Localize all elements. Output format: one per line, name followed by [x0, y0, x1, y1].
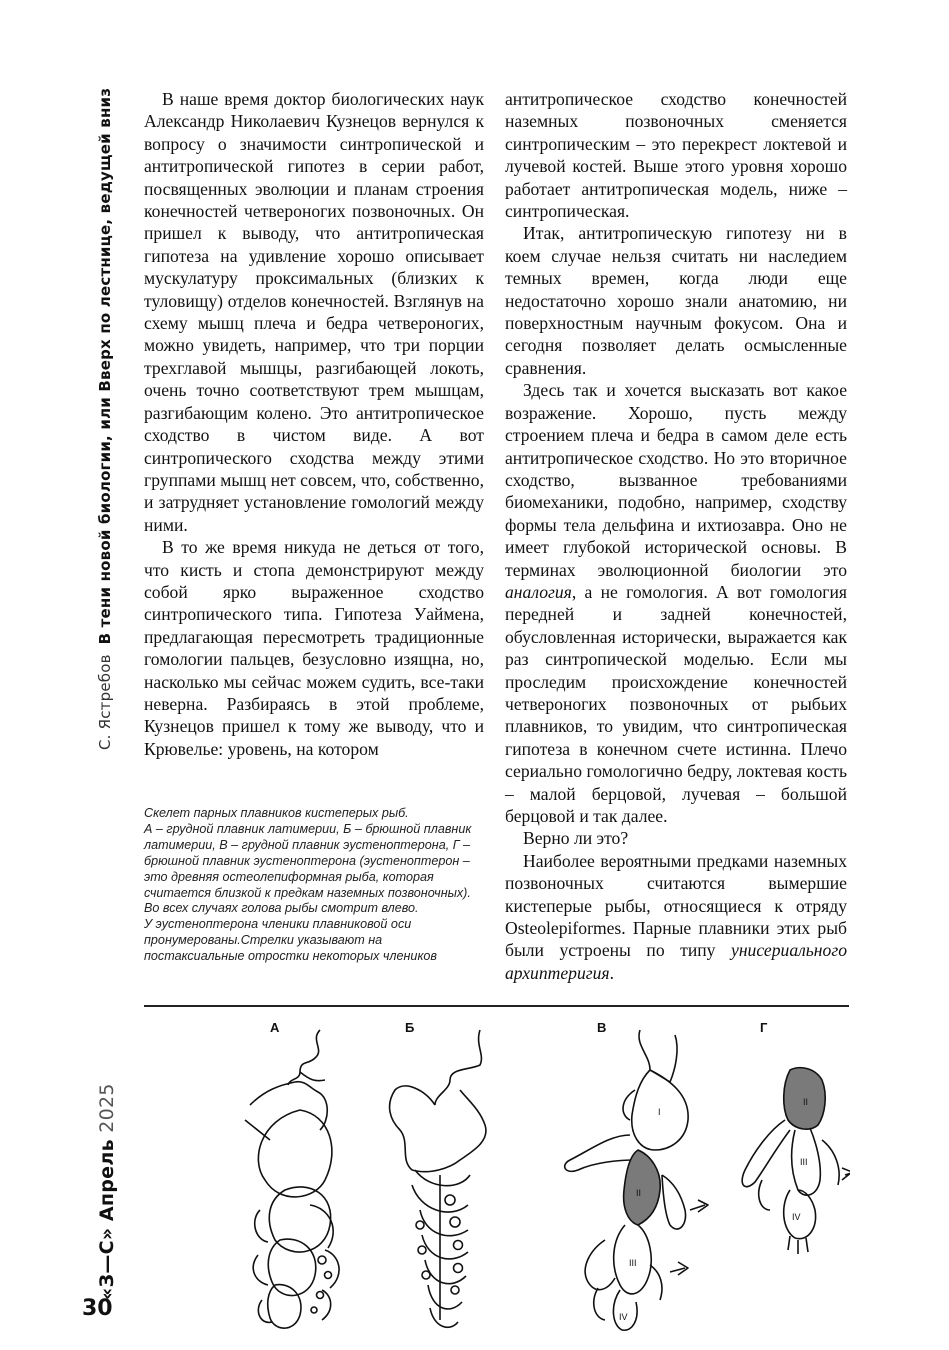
caption-line: Во всех случаях голова рыбы смотрит влево.	[144, 901, 419, 916]
text-run: .	[609, 962, 614, 983]
fin-skeleton-a	[245, 1030, 339, 1328]
right-column	[505, 88, 847, 984]
bone-label-ii: II	[636, 1188, 642, 1198]
author-name: С. Ястребов	[96, 654, 114, 750]
bone-label-iv-g: IV	[792, 1212, 801, 1222]
issue-info	[96, 1083, 118, 1300]
paragraph: Итак, антитропическую гипотезу ни в коем случае нельзя считать ни наследием темных времен, когда люди еще недостаточно хорошо знали анатомию, ни поверхностным научным фокусом. Она и сегодня позволяет делать осмысленные сравнения.	[505, 223, 847, 378]
text-run: , а не гомология. А вот гомология передней и задней конечностей, обусловленная исторически, выражается как раз синтропической моделью. Если мы проследим происхождение конечностей четвероногих позвоночных от рыбьих плавников, то увидим, что синтропическая гипотеза в конечном счете истинна. Плечо сериально гомологично бедру, локтевая кость – малой берцовой, лучевая – большой берцовой и так далее.	[505, 581, 847, 826]
bone-label-iv: IV	[619, 1312, 628, 1322]
bone-label-iii: III	[629, 1258, 637, 1268]
fin-skeleton-figure	[150, 1010, 850, 1340]
paragraph: В то же время никуда не деться от того, что кисть и стопа демонстрируют между собой ярко выраженное сходство синтропического типа. Гипотеза Уаймена, предлагающая пересмотреть традиционные гомологии пальцев, безусловно изящна, но, насколько мы сейчас можем судить, все-таки неверна. Разбираясь в этой проблеме, Кузнецов пришел к тому же выводу, что и Крювелье: уровень, на котором	[144, 537, 484, 759]
caption-line: А – грудной плавник латимерии, Б – брюшной плавник латимерии, В – грудной плавник эустеноптерона, Г – брюшной плавник эустеноптерона (эустеноптерон – это древняя остеолепиформная рыба, которая считается близкой к предкам наземных позвоночных).	[144, 821, 472, 900]
paragraph: В наше время доктор биологических наук Александр Николаевич Кузнецов вернулся к вопросу о значимости синтропической и антитропической гипотез в серии работ, посвященных эволюции и планам строения конечностей четвероногих позвоночных. Он пришел к выводу, что антитропическая гипотеза на удивление хорошо описывает мускулатуру проксимальных (близких к туловищу) отделов конечностей. Взглянув на схему мышц плеча и бедра четвероногих, можно увидеть, например, что три порции трехглавой мышцы, разгибающей локоть, очень точно соответствуют трем мышцам, разгибающим колено. Это антитропическое сходство в чистом виде. А вот синтропического сходства между этими группами мышц нет совсем, что, собственно, и затрудняет установление гомологий между ними.	[144, 89, 484, 535]
bone-label-i: I	[658, 1107, 661, 1117]
fin-skeleton-g	[742, 1068, 850, 1254]
bone-label-ii-g: II	[803, 1097, 809, 1107]
paragraph	[505, 379, 847, 827]
panel-label-a: А	[270, 1020, 280, 1035]
caption-line: У эустеноптерона членики плавниковой оси пронумерованы.Стрелки указывают на постаксиальные отростки некоторых члеников	[144, 917, 437, 964]
article-title: В тени новой биологии, или Вверх по лестнице, ведущей вниз	[96, 87, 114, 645]
issue-year: 2025	[96, 1083, 118, 1133]
figure-caption	[144, 806, 484, 965]
fin-skeleton-b	[390, 1030, 486, 1327]
fin-skeleton-v	[565, 1030, 708, 1330]
emphasis-term: аналогия	[505, 581, 572, 602]
figure-rule	[144, 1005, 849, 1007]
emphasis-term: унисериального архиптеригия	[505, 940, 847, 983]
paragraph	[505, 850, 847, 984]
left-column	[144, 88, 484, 760]
shaded-bone-ii	[624, 1150, 661, 1225]
paragraph-continued: антитропическое сходство конечностей наземных позвоночных сменяется синтропическим – это перекрест локтевой и лучевой костей. Выше этого уровня хорошо работает антитропическая модель, ниже – синтропическая.	[505, 89, 847, 222]
bone-label-iii-g: III	[800, 1157, 808, 1167]
text-run: Наиболее вероятными предками наземных позвоночных считаются вымершие кистеперые рыбы, относящиеся к отряду Osteolepiformes. Парные плавники этих рыб были устроены по типу	[505, 850, 847, 961]
page-number: 30	[82, 1296, 113, 1321]
paragraph: Верно ли это?	[523, 828, 629, 849]
magazine-name: «З—С»	[96, 1227, 118, 1300]
caption-line: Скелет парных плавников кистеперых рыб.	[144, 806, 409, 820]
panel-label-v: В	[597, 1020, 607, 1035]
issue-month: Апрель	[96, 1139, 118, 1222]
panel-label-g: Г	[760, 1020, 768, 1035]
running-head	[96, 88, 114, 750]
text-run: Здесь так и хочется высказать вот какое возражение. Хорошо, пусть между строением плеча и бедра в самом деле есть антитропическое сходство. Но это вторичное сходство, вызванное требованиями биомеханики, подобно, например, сходству формы тела дельфина и ихтиозавра. Оно не имеет глубокой исторической основы. В терминах эволюционной биологии это	[505, 380, 847, 580]
panel-label-b: Б	[405, 1020, 415, 1035]
